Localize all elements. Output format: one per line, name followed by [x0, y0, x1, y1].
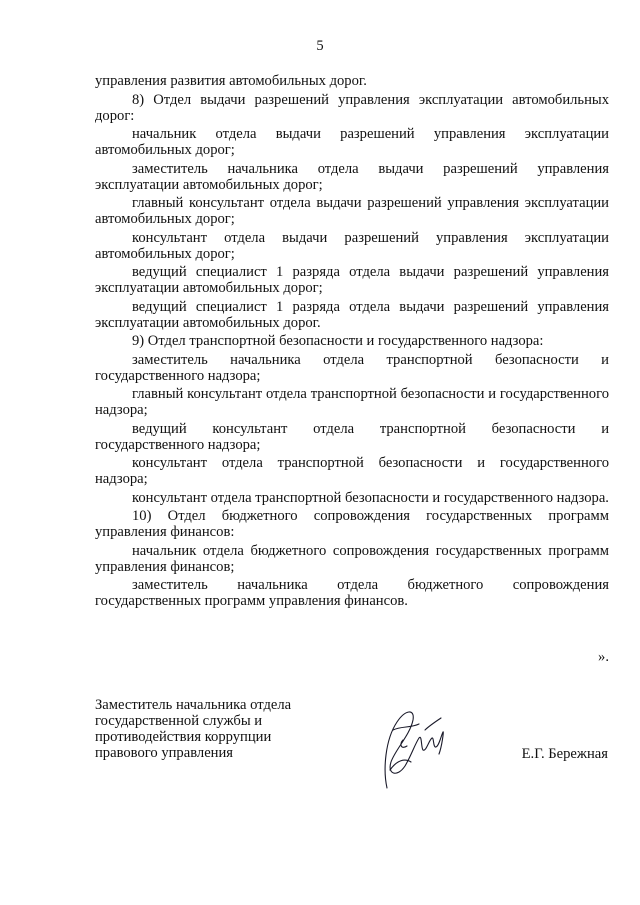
- paragraph-14: 10) Отдел бюджетного сопровождения государственных программ управления финансов:: [95, 508, 609, 540]
- signatory-position-line: государственной службы и: [95, 713, 263, 729]
- paragraph-10: главный консультант отдела транспортной безопасности и государственного надзора;: [95, 386, 609, 418]
- paragraph-0: управления развития автомобильных дорог.: [95, 73, 367, 89]
- page-number: 5: [316, 38, 324, 54]
- closing-quote: ».: [598, 649, 609, 665]
- paragraph-7: ведущий специалист 1 разряда отдела выдачи разрешений управления эксплуатации автомобильных дорог.: [95, 298, 609, 331]
- paragraph-15: начальник отдела бюджетного сопровождения государственных программ управления финансов;: [95, 542, 609, 575]
- document-body: [95, 73, 609, 612]
- paragraph-8: 9) Отдел транспортной безопасности и государственного надзора:: [132, 333, 544, 349]
- paragraph-1: 8) Отдел выдачи разрешений управления эксплуатации автомобильных дорог:: [95, 91, 609, 124]
- paragraph-9: заместитель начальника отдела транспортной безопасности и государственного надзора;: [95, 351, 609, 384]
- signatory-position-line: противодействия коррупции: [95, 729, 272, 745]
- signatory-position-line: Заместитель начальника отдела: [95, 697, 292, 713]
- paragraph-2: начальник отдела выдачи разрешений управления эксплуатации автомобильных дорог;: [95, 126, 609, 158]
- handwritten-signature: [375, 700, 455, 795]
- signatory-name: Е.Г. Бережная: [521, 746, 608, 762]
- paragraph-3: заместитель начальника отдела выдачи разрешений управления эксплуатации автомобильных дорог;: [95, 160, 609, 193]
- paragraph-16: заместитель начальника отдела бюджетного сопровождения государственных программ управления финансов.: [95, 577, 609, 609]
- paragraph-4: главный консультант отдела выдачи разрешений управления эксплуатации автомобильных дорог;: [95, 195, 609, 227]
- paragraph-11: ведущий консультант отдела транспортной безопасности и государственного надзора;: [95, 420, 609, 453]
- signatory-position-line: правового управления: [95, 745, 233, 761]
- paragraph-12: консультант отдела транспортной безопасности и государственного надзора;: [95, 455, 609, 487]
- paragraph-6: ведущий специалист 1 разряда отдела выдачи разрешений управления эксплуатации автомобильных дорог;: [95, 264, 609, 296]
- paragraph-13: консультант отдела транспортной безопасности и государственного надзора.: [132, 489, 609, 506]
- signatory-position: [95, 697, 325, 761]
- paragraph-5: консультант отдела выдачи разрешений управления эксплуатации автомобильных дорог;: [95, 229, 609, 262]
